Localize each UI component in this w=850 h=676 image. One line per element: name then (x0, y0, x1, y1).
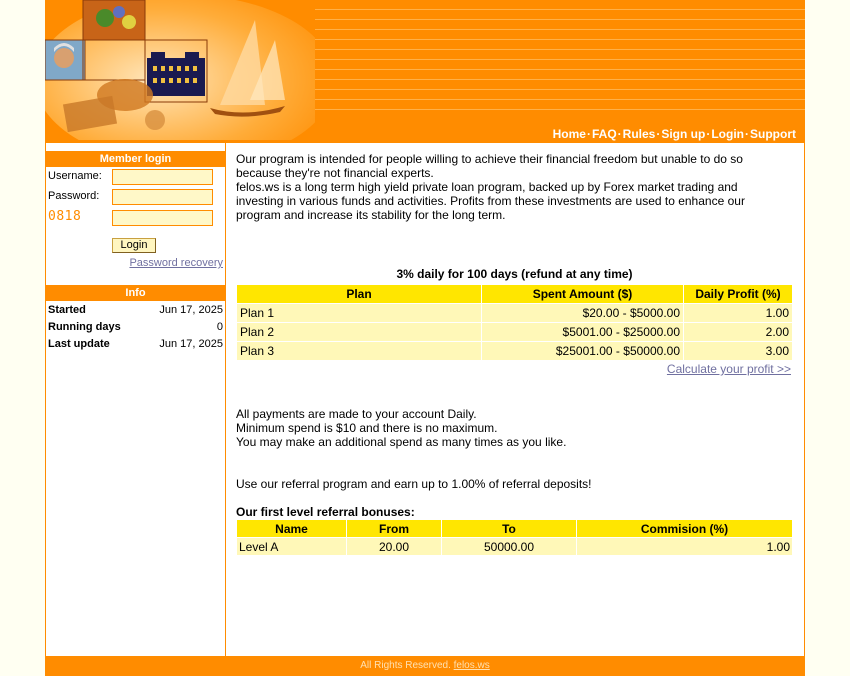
plans-title: 3% daily for 100 days (refund at any time) (396, 267, 633, 281)
table-row (237, 538, 792, 555)
ref-commission: 1.00 (577, 538, 792, 555)
site-header (45, 0, 805, 143)
password-input[interactable] (112, 189, 213, 205)
plan-name: Plan 1 (237, 304, 481, 322)
info-panel (46, 285, 225, 352)
password-row (46, 187, 225, 207)
ref-header-commission: Commision (%) (577, 520, 792, 537)
nav-faq-link[interactable]: FAQ (591, 127, 617, 141)
plan-profit: 3.00 (684, 342, 792, 360)
intro-paragraph-2: felos.ws is a long term high yield private loan program, backed up by Forex market trading and investing in various funds and activities. Profits from these investments are used to enhance our program and increase its stability for the long term. (236, 180, 745, 222)
ref-from: 20.00 (347, 538, 441, 555)
captcha-row (46, 207, 225, 229)
page-wrapper (45, 0, 805, 676)
ref-to: 50000.00 (442, 538, 576, 555)
referral-header-row (237, 520, 792, 537)
payments-text (236, 407, 786, 449)
top-navigation (553, 127, 796, 141)
ref-name: Level A (237, 538, 346, 555)
ref-header-name: Name (237, 520, 346, 537)
nav-rules-link[interactable]: Rules (622, 127, 656, 141)
main-content (226, 143, 805, 656)
member-login-panel (46, 151, 225, 269)
captcha-input[interactable] (112, 210, 213, 226)
nav-separator: · (656, 127, 661, 141)
nav-separator: · (745, 127, 749, 141)
username-row (46, 167, 225, 187)
nav-support-link[interactable]: Support (750, 127, 796, 141)
username-input[interactable] (112, 169, 213, 185)
plan-name: Plan 3 (237, 342, 481, 360)
info-key: Started (48, 304, 86, 316)
member-login-heading: Member login (46, 151, 225, 167)
intro-text (236, 152, 786, 222)
nav-login-link[interactable]: Login (711, 127, 744, 141)
info-row-last-update (46, 335, 225, 352)
info-value: 0 (216, 321, 223, 333)
info-heading: Info (46, 285, 225, 301)
password-recovery-link[interactable]: Password recovery (129, 257, 223, 269)
plans-header-amount: Spent Amount ($) (482, 285, 683, 303)
table-row (237, 342, 792, 360)
plan-amount: $25001.00 - $50000.00 (482, 342, 683, 360)
payments-line-2: Minimum spend is $10 and there is no maximum. (236, 421, 498, 435)
banner-collage-image (45, 0, 315, 140)
table-row (237, 323, 792, 341)
referral-bonuses-title: Our first level referral bonuses: (236, 505, 415, 519)
info-key: Last update (48, 338, 110, 350)
nav-separator: · (617, 127, 622, 141)
plans-header-plan: Plan (237, 285, 481, 303)
intro-paragraph-1: Our program is intended for people willing to achieve their financial freedom but unable to do so because they're not financial experts. (236, 152, 743, 180)
captcha-image: 0818 (48, 209, 82, 224)
plans-header-row (237, 285, 792, 303)
plan-profit: 1.00 (684, 304, 792, 322)
nav-home-link[interactable]: Home (552, 127, 586, 141)
payments-line-1: All payments are made to your account Daily. (236, 407, 477, 421)
plan-amount: $5001.00 - $25000.00 (482, 323, 683, 341)
left-sidebar (45, 143, 226, 656)
nav-signup-link[interactable]: Sign up (661, 127, 706, 141)
footer-text: All Rights Reserved. (360, 660, 451, 671)
plans-table (236, 284, 793, 361)
referral-text: Use our referral program and earn up to 1.00% of referral deposits! (236, 477, 592, 491)
referral-table (236, 519, 793, 556)
info-value: Jun 17, 2025 (159, 304, 223, 316)
info-row-running-days (46, 318, 225, 335)
plan-amount: $20.00 - $5000.00 (482, 304, 683, 322)
site-footer (45, 656, 805, 676)
ref-header-to: To (442, 520, 576, 537)
calculate-profit-link[interactable]: Calculate your profit >> (666, 362, 791, 376)
payments-line-3: You may make an additional spend as many times as you like. (236, 435, 567, 449)
table-row (237, 304, 792, 322)
plan-name: Plan 2 (237, 323, 481, 341)
plan-profit: 2.00 (684, 323, 792, 341)
info-row-started (46, 301, 225, 318)
info-value: Jun 17, 2025 (159, 338, 223, 350)
password-label: Password: (48, 190, 100, 202)
username-label: Username: (48, 170, 102, 182)
footer-site-link[interactable]: felos.ws (453, 660, 490, 671)
info-key: Running days (48, 321, 121, 333)
nav-separator: · (586, 127, 591, 141)
login-button[interactable]: Login (112, 238, 156, 253)
nav-separator: · (706, 127, 711, 141)
ref-header-from: From (347, 520, 441, 537)
plans-header-profit: Daily Profit (%) (684, 285, 792, 303)
